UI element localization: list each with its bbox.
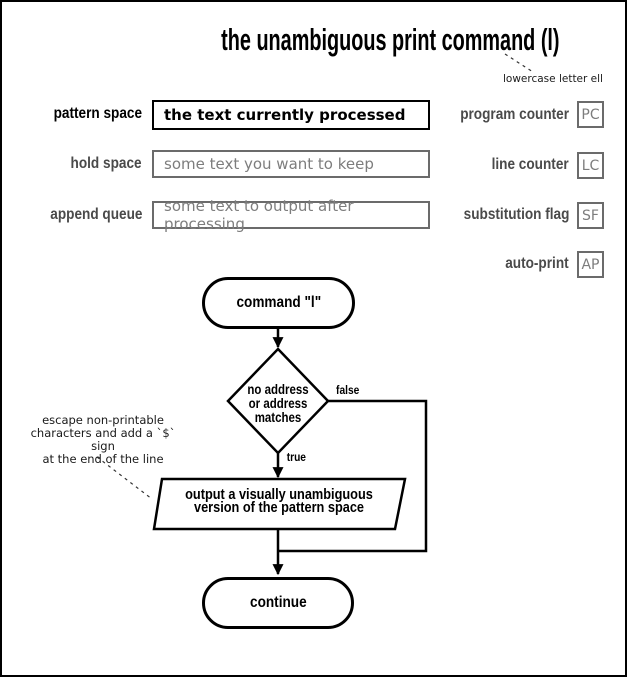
line-counter-label: line counter: [491, 156, 569, 173]
end-node-label: continue: [249, 594, 307, 611]
decision-node-text: no address or address matches: [247, 382, 309, 425]
pattern-space-label: pattern space: [53, 105, 142, 122]
start-node-label: command "l": [236, 294, 321, 311]
flowchart-end-node: [202, 577, 354, 629]
substitution-flag-box: [577, 202, 604, 229]
process-node-text: output a visually unambiguous version of the pattern space: [185, 486, 373, 516]
program-counter-abbr: PC: [581, 106, 600, 123]
hold-space-label: hold space: [70, 155, 142, 172]
page-title: [126, 22, 560, 57]
false-branch-label: false: [336, 383, 360, 397]
title-annotation: lowercase letter ell: [503, 73, 603, 85]
flowchart-start-node: [202, 277, 355, 329]
line-counter-abbr: LC: [581, 157, 600, 174]
page-title-text: the unambiguous print command (l): [221, 22, 560, 57]
auto-print-label: auto-print: [505, 255, 569, 272]
auto-print-abbr: AP: [581, 256, 600, 273]
substitution-flag-abbr: SF: [582, 207, 599, 224]
process-annotation: escape non-printable characters and add a `$` sign at the end of the line: [30, 413, 176, 466]
program-counter-label: program counter: [460, 106, 569, 123]
program-counter-box: [577, 101, 604, 128]
line-counter-box: [577, 152, 604, 179]
substitution-flag-label: substitution flag: [463, 206, 569, 223]
true-branch-label: true: [286, 450, 306, 464]
append-queue-label: append queue: [49, 206, 142, 223]
pattern-space-value: the text currently processed: [164, 106, 406, 124]
append-queue-value: some text to output after processing: [164, 197, 354, 233]
auto-print-box: [577, 251, 604, 278]
hold-space-value: some text you want to keep: [164, 155, 374, 173]
